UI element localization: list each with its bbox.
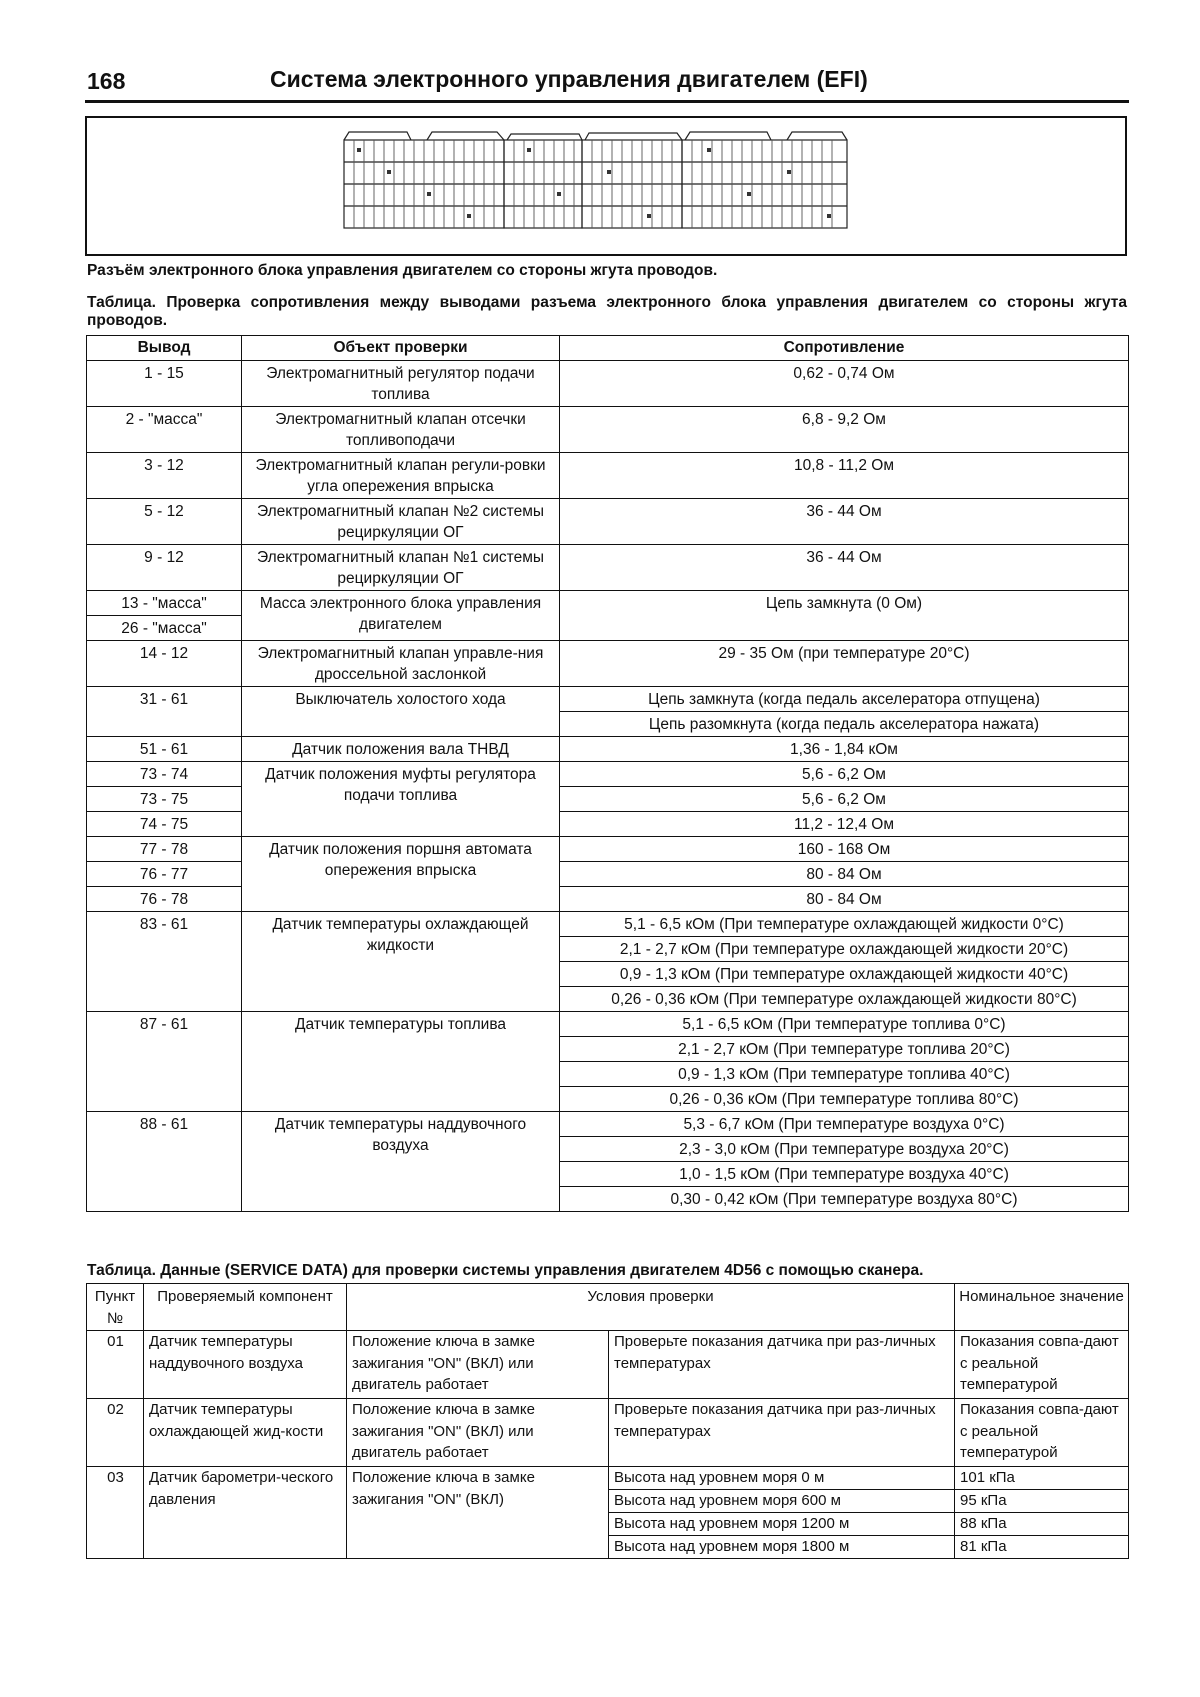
resistance-cell: 0,30 - 0,42 кОм (При температуре воздуха 80°С) bbox=[560, 1187, 1129, 1212]
resistance-cell: 2,1 - 2,7 кОм (При температуре охлаждающей жидкости 20°С) bbox=[560, 937, 1129, 962]
page-title: Система электронного управления двигателем (EFI) bbox=[270, 66, 868, 92]
resistance-cell: 29 - 35 Ом (при температуре 20°С) bbox=[560, 641, 1129, 687]
connector-diagram bbox=[87, 118, 1129, 258]
object-cell: Датчик положения муфты регулятора подачи топлива bbox=[242, 762, 560, 837]
resistance-cell: Цепь замкнута (0 Ом) bbox=[560, 591, 1129, 641]
resistance-cell: 160 - 168 Ом bbox=[560, 837, 1129, 862]
header-nominal: Номинальное значение bbox=[955, 1284, 1129, 1331]
resistance-cell: 36 - 44 Ом bbox=[560, 499, 1129, 545]
resistance-cell: 5,6 - 6,2 Ом bbox=[560, 787, 1129, 812]
resistance-cell: 5,6 - 6,2 Ом bbox=[560, 762, 1129, 787]
resistance-cell: 6,8 - 9,2 Ом bbox=[560, 407, 1129, 453]
terminal-cell: 3 - 12 bbox=[87, 453, 242, 499]
terminal-cell: 9 - 12 bbox=[87, 545, 242, 591]
object-cell: Электромагнитный регулятор подачи топлива bbox=[242, 361, 560, 407]
check-cell: Высота над уровнем моря 1200 м bbox=[609, 1513, 955, 1536]
header-item: Пункт № bbox=[87, 1284, 144, 1331]
resistance-cell: 0,9 - 1,3 кОм (При температуре топлива 40°С) bbox=[560, 1062, 1129, 1087]
table-row bbox=[87, 407, 1129, 453]
resistance-cell: 11,2 - 12,4 Ом bbox=[560, 812, 1129, 837]
component-cell: Датчик барометри-ческого давления bbox=[144, 1467, 347, 1559]
terminal-cell: 31 - 61 bbox=[87, 687, 242, 737]
terminal-cell: 73 - 74 bbox=[87, 762, 242, 787]
service-data-table bbox=[86, 1283, 1129, 1559]
resistance-cell: 1,36 - 1,84 кОм bbox=[560, 737, 1129, 762]
resistance-cell: 2,1 - 2,7 кОм (При температуре топлива 20°С) bbox=[560, 1037, 1129, 1062]
table-row bbox=[87, 453, 1129, 499]
table-row bbox=[87, 545, 1129, 591]
table2-caption: Таблица. Данные (SERVICE DATA) для проверки системы управления двигателем 4D56 с помощью сканера. bbox=[87, 1262, 924, 1279]
object-cell: Выключатель холостого хода bbox=[242, 687, 560, 737]
table-row bbox=[87, 687, 1129, 712]
table-row bbox=[87, 837, 1129, 862]
nominal-cell: Показания совпа-дают с реальной температурой bbox=[955, 1399, 1129, 1467]
condition-cell: Положение ключа в замке зажигания "ON" (ВКЛ) или двигатель работает bbox=[347, 1331, 609, 1399]
terminal-cell: 83 - 61 bbox=[87, 912, 242, 1012]
table-row bbox=[87, 912, 1129, 937]
nominal-cell: 95 кПа bbox=[955, 1490, 1129, 1513]
terminal-cell: 74 - 75 bbox=[87, 812, 242, 837]
terminal-cell: 87 - 61 bbox=[87, 1012, 242, 1112]
table-row bbox=[87, 762, 1129, 787]
table-row bbox=[87, 1012, 1129, 1037]
terminal-cell: 26 - "масса" bbox=[87, 616, 242, 641]
header-conditions: Условия проверки bbox=[347, 1284, 955, 1331]
terminal-cell: 88 - 61 bbox=[87, 1112, 242, 1212]
table-row bbox=[87, 1467, 1129, 1490]
object-cell: Датчик положения поршня автомата опережения впрыска bbox=[242, 837, 560, 912]
terminal-cell: 14 - 12 bbox=[87, 641, 242, 687]
item-cell: 01 bbox=[87, 1331, 144, 1399]
terminal-cell: 51 - 61 bbox=[87, 737, 242, 762]
table-row bbox=[87, 361, 1129, 407]
object-cell: Датчик температуры охлаждающей жидкости bbox=[242, 912, 560, 1012]
table-row bbox=[87, 1331, 1129, 1399]
resistance-cell: 0,9 - 1,3 кОм (При температуре охлаждающей жидкости 40°С) bbox=[560, 962, 1129, 987]
header-component: Проверяемый компонент bbox=[144, 1284, 347, 1331]
check-cell: Высота над уровнем моря 600 м bbox=[609, 1490, 955, 1513]
resistance-cell: 5,1 - 6,5 кОм (При температуре охлаждающей жидкости 0°С) bbox=[560, 912, 1129, 937]
resistance-cell: 80 - 84 Ом bbox=[560, 862, 1129, 887]
table-row bbox=[87, 591, 1129, 616]
connector-caption: Разъём электронного блока управления двигателем со стороны жгута проводов. bbox=[87, 262, 718, 279]
object-cell: Электромагнитный клапан регули-ровки угла опережения впрыска bbox=[242, 453, 560, 499]
check-cell: Проверьте показания датчика при раз-личных температурах bbox=[609, 1399, 955, 1467]
resistance-cell: 0,26 - 0,36 кОм (При температуре охлаждающей жидкости 80°С) bbox=[560, 987, 1129, 1012]
object-cell: Электромагнитный клапан №1 системы рециркуляции ОГ bbox=[242, 545, 560, 591]
item-cell: 02 bbox=[87, 1399, 144, 1467]
component-cell: Датчик температуры наддувочного воздуха bbox=[144, 1331, 347, 1399]
table-row bbox=[87, 499, 1129, 545]
object-cell: Электромагнитный клапан отсечки топливоподачи bbox=[242, 407, 560, 453]
resistance-cell: 36 - 44 Ом bbox=[560, 545, 1129, 591]
nominal-cell: Показания совпа-дают с реальной температурой bbox=[955, 1331, 1129, 1399]
connector-diagram-frame bbox=[85, 116, 1127, 256]
terminal-cell: 73 - 75 bbox=[87, 787, 242, 812]
header-terminal: Вывод bbox=[87, 336, 242, 361]
terminal-cell: 77 - 78 bbox=[87, 837, 242, 862]
resistance-cell: 2,3 - 3,0 кОм (При температуре воздуха 20°С) bbox=[560, 1137, 1129, 1162]
object-cell: Электромагнитный клапан №2 системы рециркуляции ОГ bbox=[242, 499, 560, 545]
object-cell: Датчик положения вала ТНВД bbox=[242, 737, 560, 762]
table-row bbox=[87, 1112, 1129, 1137]
nominal-cell: 81 кПа bbox=[955, 1536, 1129, 1559]
table1-caption: Таблица. Проверка сопротивления между выводами разъема электронного блока управления двигателем со стороны жгута проводов. bbox=[87, 294, 1127, 329]
table-row bbox=[87, 737, 1129, 762]
component-cell: Датчик температуры охлаждающей жид-кости bbox=[144, 1399, 347, 1467]
page-number: 168 bbox=[87, 68, 126, 94]
resistance-cell: Цепь разомкнута (когда педаль акселератора нажата) bbox=[560, 712, 1129, 737]
resistance-table bbox=[86, 335, 1129, 1212]
object-cell: Датчик температуры топлива bbox=[242, 1012, 560, 1112]
terminal-cell: 76 - 78 bbox=[87, 887, 242, 912]
condition-cell: Положение ключа в замке зажигания "ON" (ВКЛ) bbox=[347, 1467, 609, 1559]
resistance-cell: 80 - 84 Ом bbox=[560, 887, 1129, 912]
resistance-cell: 5,1 - 6,5 кОм (При температуре топлива 0°С) bbox=[560, 1012, 1129, 1037]
terminal-cell: 2 - "масса" bbox=[87, 407, 242, 453]
terminal-cell: 1 - 15 bbox=[87, 361, 242, 407]
item-cell: 03 bbox=[87, 1467, 144, 1559]
page-header bbox=[85, 62, 1129, 103]
resistance-cell: 10,8 - 11,2 Ом bbox=[560, 453, 1129, 499]
resistance-cell: 0,62 - 0,74 Ом bbox=[560, 361, 1129, 407]
table-header-row bbox=[87, 336, 1129, 361]
resistance-cell: 1,0 - 1,5 кОм (При температуре воздуха 40°С) bbox=[560, 1162, 1129, 1187]
resistance-cell: 5,3 - 6,7 кОм (При температуре воздуха 0°С) bbox=[560, 1112, 1129, 1137]
terminal-cell: 5 - 12 bbox=[87, 499, 242, 545]
check-cell: Высота над уровнем моря 0 м bbox=[609, 1467, 955, 1490]
table-row bbox=[87, 1399, 1129, 1467]
terminal-cell: 76 - 77 bbox=[87, 862, 242, 887]
table-header-row bbox=[87, 1284, 1129, 1331]
nominal-cell: 88 кПа bbox=[955, 1513, 1129, 1536]
condition-cell: Положение ключа в замке зажигания "ON" (ВКЛ) или двигатель работает bbox=[347, 1399, 609, 1467]
terminal-cell: 13 - "масса" bbox=[87, 591, 242, 616]
check-cell: Проверьте показания датчика при раз-личных температурах bbox=[609, 1331, 955, 1399]
header-object: Объект проверки bbox=[242, 336, 560, 361]
nominal-cell: 101 кПа bbox=[955, 1467, 1129, 1490]
object-cell: Масса электронного блока управления двигателем bbox=[242, 591, 560, 641]
table-row bbox=[87, 641, 1129, 687]
object-cell: Датчик температуры наддувочного воздуха bbox=[242, 1112, 560, 1212]
resistance-cell: Цепь замкнута (когда педаль акселератора отпущена) bbox=[560, 687, 1129, 712]
resistance-cell: 0,26 - 0,36 кОм (При температуре топлива 80°С) bbox=[560, 1087, 1129, 1112]
object-cell: Электромагнитный клапан управле-ния дроссельной заслонкой bbox=[242, 641, 560, 687]
check-cell: Высота над уровнем моря 1800 м bbox=[609, 1536, 955, 1559]
header-resistance: Сопротивление bbox=[560, 336, 1129, 361]
